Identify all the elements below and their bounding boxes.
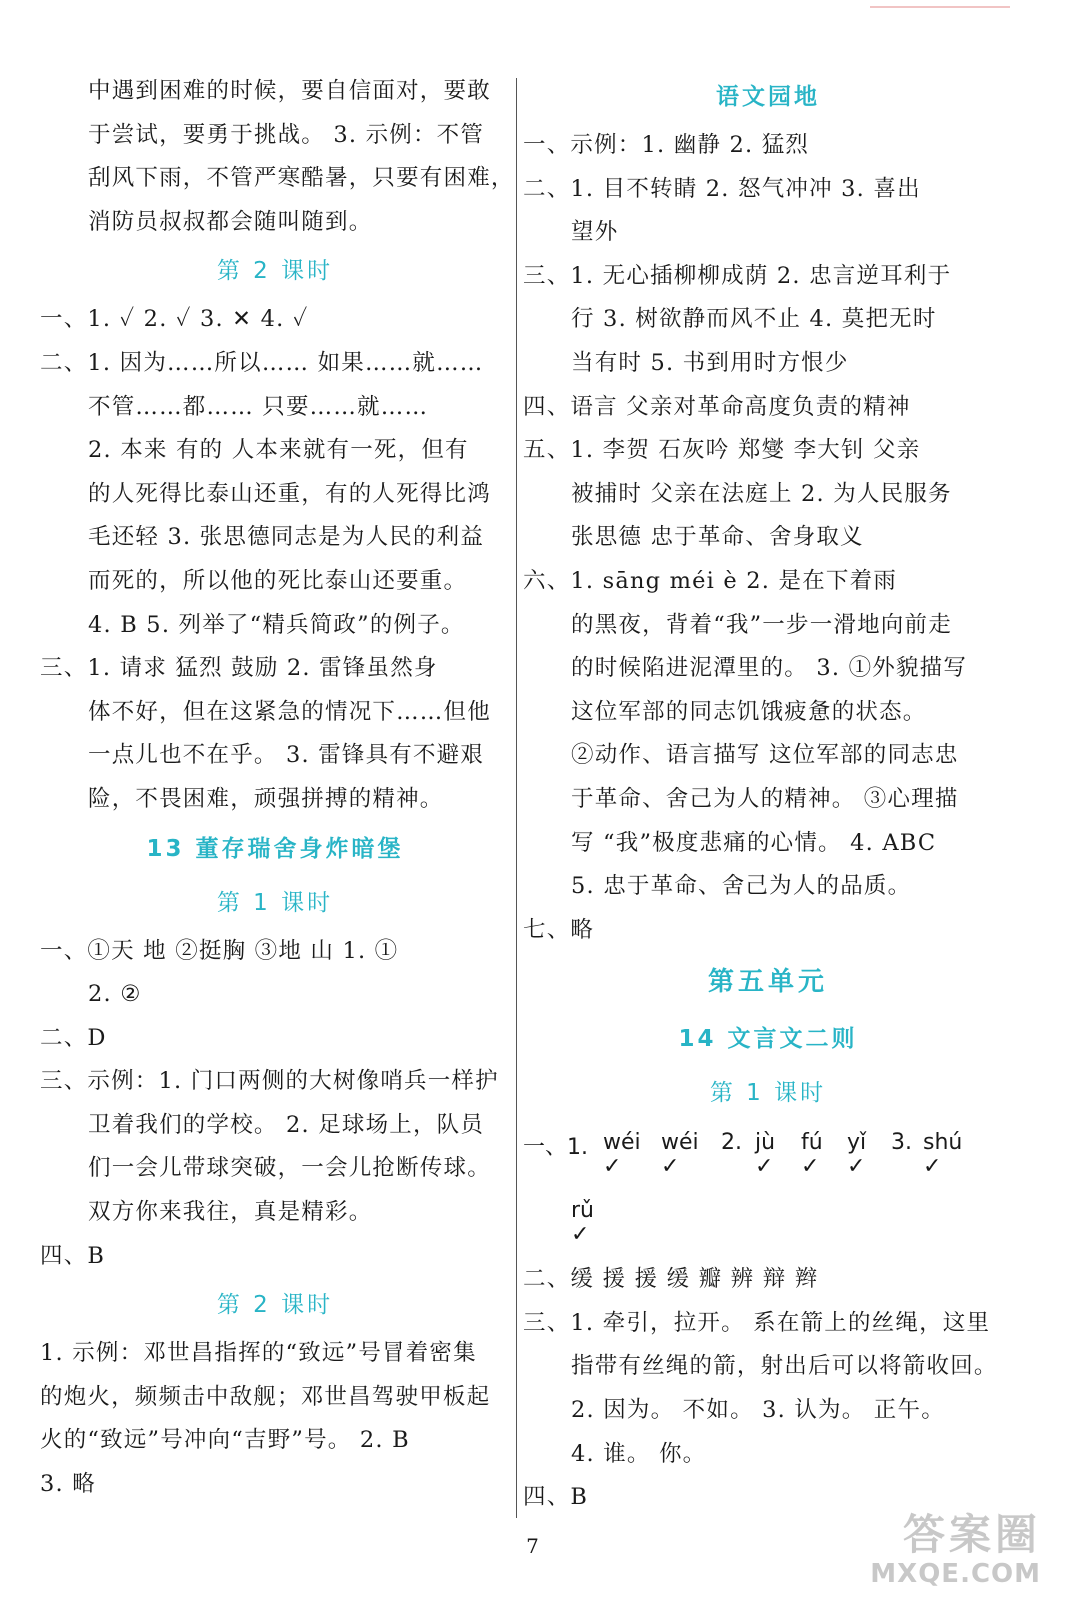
text-line: 七、略 <box>523 916 595 943</box>
lesson-heading: 13 董存瑞舍身炸暗堡 <box>146 835 404 862</box>
unit-heading: 第五单元 <box>707 967 828 998</box>
section-heading: 第 1 课时 <box>709 1080 827 1107</box>
text-line: 四、B <box>40 1242 106 1269</box>
text-line: 一、①天 地 ②挺胸 ③地 山 1. ① <box>40 937 399 964</box>
text-line: 二、缓 援 援 缓 瓣 辨 辩 辫 <box>523 1266 819 1293</box>
text-line: 4. 谁。 你。 <box>571 1440 707 1467</box>
pinyin-item: shú ✓ <box>923 1130 963 1180</box>
text-line: 张思德 忠于革命、舍身取义 <box>571 524 864 551</box>
check-icon: ✓ <box>571 1222 590 1248</box>
pinyin-item: wéi ✓ <box>603 1130 641 1180</box>
text-line: 不管……都…… 只要……就…… <box>88 393 429 420</box>
pinyin-answer-row <box>523 1198 1013 1258</box>
text-line: 六、1. sāng méi è 2. 是在下着雨 <box>523 567 898 594</box>
text-line: 三、1. 无心插柳柳成荫 2. 忠言逆耳利于 <box>523 262 952 289</box>
section-heading: 语文园地 <box>716 84 820 110</box>
check-icon: ✓ <box>847 1154 866 1180</box>
text-line: 三、1. 请求 猛烈 鼓励 2. 雷锋虽然身 <box>40 655 438 682</box>
text-line: 的时候陷进泥潭里的。 3. ①外貌描写 <box>571 655 968 682</box>
text-line: 2. 因为。 不如。 3. 认为。 正午。 <box>571 1397 945 1424</box>
text-line: 于尝试，要勇于挑战。 3. 示例：不管 <box>88 121 485 148</box>
text-line: 2. 本来 有的 人本来就有一死，但有 <box>88 437 469 464</box>
text-line: ②动作、语言描写 这位军部的同志忠 <box>571 742 959 769</box>
section-heading: 第 2 课时 <box>216 258 334 285</box>
text-line: 刮风下雨，不管严寒酷暑，只要有困难， <box>88 165 515 192</box>
text-line: 五、1. 李贺 石灰吟 郑燮 李大钊 父亲 <box>523 437 921 464</box>
watermark-text: 答案圈 <box>902 1510 1041 1559</box>
text-line: 一点儿也不在乎。 3. 雷锋具有不避艰 <box>88 742 485 769</box>
section-heading: 第 2 课时 <box>216 1292 334 1319</box>
pinyin-item: rǔ ✓ <box>571 1198 594 1248</box>
text-line: 2. ② <box>88 981 142 1008</box>
question-number: 一、1. <box>523 1135 588 1161</box>
section-heading: 第 1 课时 <box>216 889 334 916</box>
check-icon: ✓ <box>661 1154 680 1180</box>
text-line: 体不好，但在这紧急的情况下……但他 <box>88 698 491 725</box>
pinyin-item: wéi ✓ <box>661 1130 699 1180</box>
page-number: 7 <box>526 1534 539 1558</box>
text-line: 一、示例：1. 幽静 2. 猛烈 <box>523 132 810 158</box>
check-icon: ✓ <box>801 1154 820 1180</box>
text-line: 而死的，所以他的死比泰山还要重。 <box>88 567 468 594</box>
text-line: 5. 忠于革命、舍己为人的品质。 <box>571 873 912 900</box>
text-line: 二、D <box>40 1024 107 1051</box>
text-line: 的人死得比泰山还重，有的人死得比鸿 <box>88 480 491 507</box>
text-line: 中遇到困难的时候，要自信面对，要敢 <box>88 78 491 104</box>
text-line: 3. 略 <box>40 1471 96 1498</box>
text-line: 1. 示例：邓世昌指挥的“致远”号冒着密集 <box>40 1340 477 1367</box>
text-line: 火的“致远”号冲向“吉野”号。 2. B <box>40 1427 410 1454</box>
text-line: 二、1. 目不转睛 2. 怒气冲冲 3. 喜出 <box>523 175 921 202</box>
question-number: 3. <box>891 1130 912 1156</box>
text-line: 卫着我们的学校。 2. 足球场上，队员 <box>88 1111 485 1138</box>
pinyin-answer-row <box>523 1120 1013 1198</box>
text-line: 四、B <box>523 1484 589 1511</box>
text-line: 当有时 5. 书到用时方恨少 <box>571 349 849 376</box>
top-decor-line <box>870 6 1010 8</box>
left-column <box>40 70 515 1507</box>
text-line: 险，不畏困难，顽强拼搏的精神。 <box>88 785 444 812</box>
pinyin-item: fú ✓ <box>801 1130 823 1180</box>
text-line: 们一会儿带球突破，一会儿抢断传球。 <box>88 1155 491 1182</box>
text-line: 写 “我”极度悲痛的心情。 4. ABC <box>571 829 937 856</box>
watermark-url: MXQE.COM <box>870 1559 1041 1589</box>
text-line: 行 3. 树欲静而风不止 4. 莫把无时 <box>571 306 937 333</box>
text-line: 望外 <box>571 219 619 246</box>
text-line: 被捕时 父亲在法庭上 2. 为人民服务 <box>571 480 952 507</box>
text-line: 四、语言 父亲对革命高度负责的精神 <box>523 393 911 420</box>
check-icon: ✓ <box>755 1154 774 1180</box>
column-divider <box>516 78 517 1518</box>
text-line: 二、1. 因为……所以…… 如果……就…… <box>40 349 484 376</box>
text-line: 于革命、舍己为人的精神。 ③心理描 <box>571 785 959 812</box>
text-line: 毛还轻 3. 张思德同志是为人民的利益 <box>88 524 485 551</box>
check-icon: ✓ <box>923 1154 942 1180</box>
text-line: 的黑夜，背着“我”一步一滑地向前走 <box>571 611 952 638</box>
text-line: 三、1. 牵引，拉开。 系在箭上的丝绳，这里 <box>523 1309 991 1336</box>
text-line: 指带有丝绳的箭，射出后可以将箭收回。 <box>571 1353 998 1380</box>
text-line: 双方你来我往，真是精彩。 <box>88 1199 373 1226</box>
pinyin-item: jù ✓ <box>755 1130 776 1180</box>
text-line: 三、示例：1. 门口两侧的大树像哨兵一样护 <box>40 1068 499 1095</box>
pinyin-item: yǐ ✓ <box>847 1130 867 1180</box>
text-line: 4. B 5. 列举了“精兵简政”的例子。 <box>88 611 465 638</box>
text-line: 消防员叔叔都会随叫随到。 <box>88 208 373 235</box>
lesson-heading: 14 文言文二则 <box>678 1026 858 1053</box>
right-column <box>523 70 1013 1520</box>
watermark-logo <box>841 1510 1041 1590</box>
check-icon: ✓ <box>603 1154 622 1180</box>
text-line: 一、1. ✓ 2. ✓ 3. ✕ 4. ✓ <box>40 306 309 333</box>
question-number: 2. <box>721 1130 742 1156</box>
text-line: 的炮火，频频击中敌舰；邓世昌驾驶甲板起 <box>40 1383 491 1410</box>
text-line: 这位军部的同志饥饿疲惫的状态。 <box>571 698 927 725</box>
